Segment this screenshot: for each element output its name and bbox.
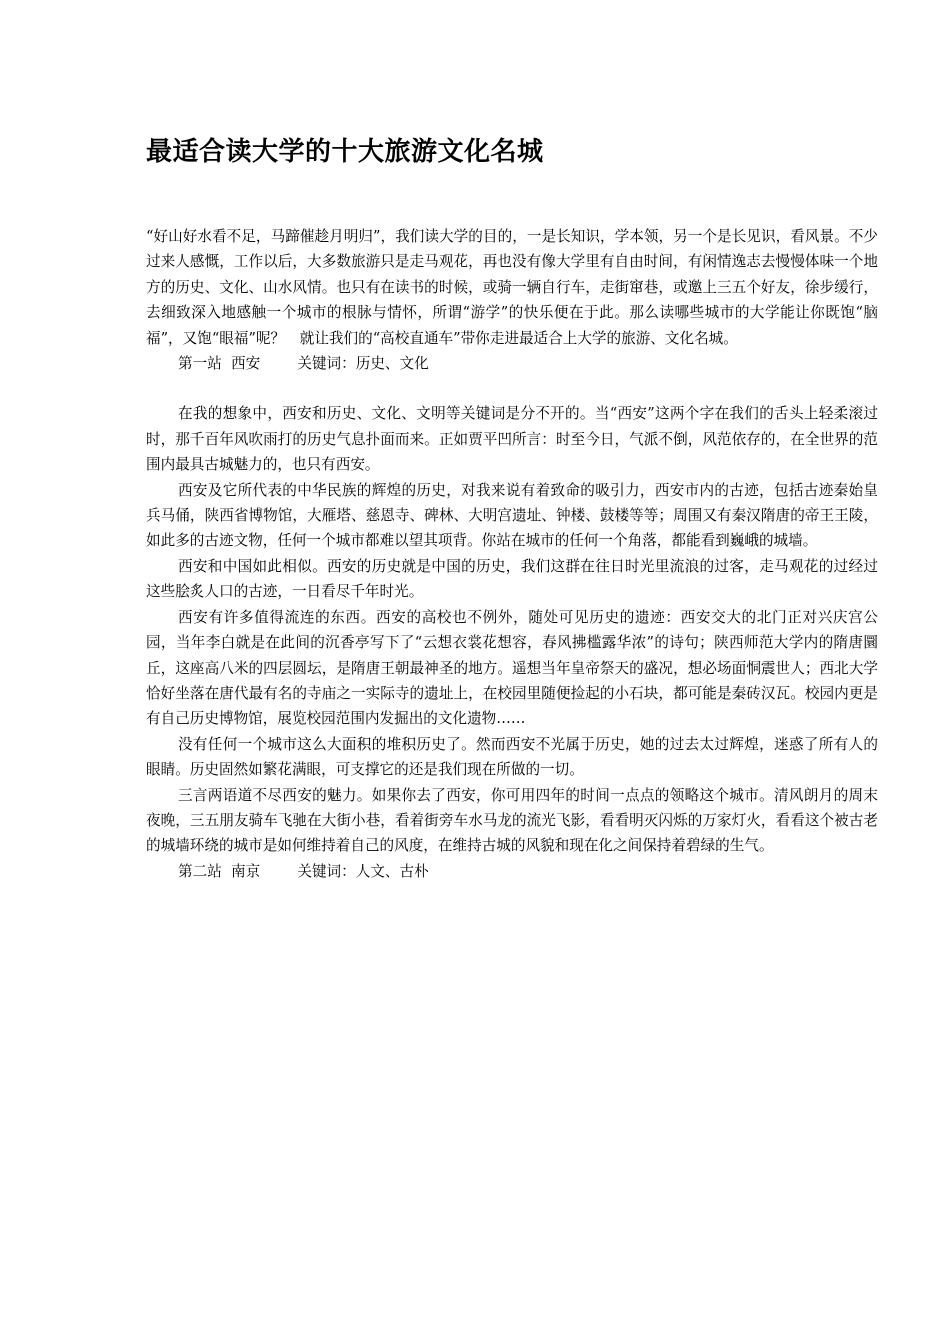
xian-paragraph-6: 三言两语道不尽西安的魅力。如果你去了西安，你可用四年的时间一点点的领略这个城市。清风朗月的周末夜晚，三五朋友骑车飞驰在大街小巷，看着街旁车水马龙的流光飞影，看看明灭闪烁的万家灯火，看看这个被古老的城墙环绕的城市是如何维持着自己的风度，在维持古城的风貌和现在化之间保持着碧绿的生气。 (146, 786, 878, 855)
intro-paragraph: “好山好水看不足，马蹄催趁月明归”，我们读大学的目的，一是长知识，学本领，另一个是长见识，看风景。不少过来人感慨，工作以后，大多数旅游只是走马观花，再也没有像大学里有自由时间，有闲情逸志去慢慢体味一个地方的历史、文化、山水风情。也只有在读书的时候，或骑一辆自行车，走街窜巷，或邀上三五个好友，徐步缓行，去细致深入地感触一个城市的根脉与情怀，所谓“游学”的快乐便在于此。那么读哪些城市的大学能让你既饱“脑福”，又饱“眼福”呢？ 就让我们的“高校直通车”带你走进最适合上大学的旅游、文化名城。 (146, 228, 878, 347)
xian-paragraph-3: 西安和中国如此相似。西安的历史就是中国的历史，我们这群在往日时光里流浪的过客，走马观花的过经过这些脍炙人口的古迹，一日看尽千年时光。 (146, 557, 878, 601)
xian-paragraph-4: 西安有许多值得流连的东西。西安的高校也不例外，随处可见历史的遗迹：西安交大的北门正对兴庆宫公园，当年李白就是在此间的沉香亭写下了“云想衣裳花想容，春风拂槛露华浓”的诗句；陕西师范大学内的隋唐圜丘，这座高八米的四层圆坛，是隋唐王朝最神圣的地方。遥想当年皇帝祭天的盛况，想必场面恫震世人；西北大学恰好坐落在唐代最有名的寺庙之一实际寺的遗址上，在校园里随便捡起的小石块，都可能是秦砖汉瓦。校园内更是有自己历史博物馆，展览校园范围内发掘出的文化遗物…… (146, 608, 878, 728)
xian-paragraph-2: 西安及它所代表的中华民族的辉煌的历史，对我来说有着致命的吸引力，西安市内的古迹，包括古迹秦始皇兵马俑，陕西省博物馆，大雁塔、慈恩寺、碑林、大明宫遗址、钟楼、鼓楼等等；周围又有秦汉隋唐的帝王王陵，如此多的古迹文物，任何一个城市都难以望其项背。你站在城市的任何一个角落，都能看到巍峨的城墙。 (146, 481, 878, 550)
station-heading-xian: 第一站 西安 关键词：历史、文化 (178, 355, 429, 373)
document-title: 最适合读大学的十大旅游文化名城 (146, 137, 544, 167)
document-body (146, 224, 878, 884)
xian-paragraph-1: 在我的想象中，西安和历史、文化、文明等关键词是分不开的。当“西安”这两个字在我们的舌头上轻柔滚过时，那千百年风吹雨打的历史气息扑面而来。正如贾平凹所言：时至今日，气派不倒，风范依存的，在全世界的范围内最具古城魅力的，也只有西安。 (146, 405, 878, 474)
blank-line (146, 376, 878, 401)
xian-paragraph-5: 没有任何一个城市这么大面积的堆积历史了。然而西安不光属于历史，她的过去太过辉煌，迷惑了所有人的眼睛。历史固然如繁花满眼，可支撑它的还是我们现在所做的一切。 (146, 735, 878, 779)
station-heading-nanjing: 第二站 南京 关键词：人文、古朴 (178, 862, 429, 880)
